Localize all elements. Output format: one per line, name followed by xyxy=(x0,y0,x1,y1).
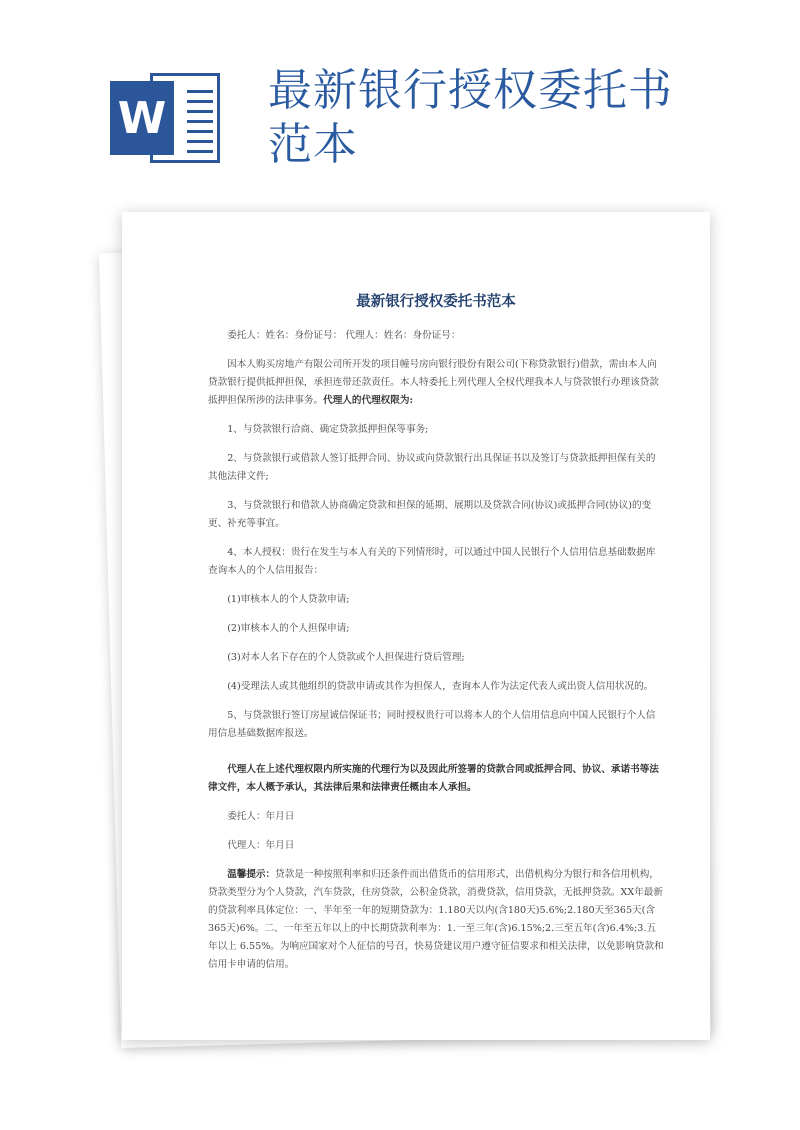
sub-item-2: (2)审核本人的个人担保申请; xyxy=(227,623,350,634)
parties-line: 委托人：姓名：身份证号： 代理人：姓名：身份证号： xyxy=(227,330,461,341)
intro-text: 因本人购买房地产有限公司所开发的项目幢号房向银行股份有限公司(下称贷款银行)借款，需由本人向贷款银行提供抵押担保，承担连带还款责任。本人特委托上列代理人全权代理我本人与贷款银行办理该贷款抵押担保所涉的法律事务。 xyxy=(208,359,659,406)
agent-signature-line: 代理人：年月日 xyxy=(227,840,295,851)
sub-item-4: (4)受理法人或其他组织的贷款申请或其作为担保人，查询本人作为法定代表人或出资人信用状况的。 xyxy=(227,681,654,692)
page-title: 最新银行授权委托书范本 xyxy=(268,65,673,170)
text-line-icon xyxy=(187,150,213,153)
tip-paragraph xyxy=(208,866,664,974)
principal-signature-line: 委托人：年月日 xyxy=(227,811,295,822)
tip-label: 温馨提示： xyxy=(227,869,276,880)
word-letter-badge: W xyxy=(110,81,174,155)
list-item-4: 4、本人授权：贵行在发生与本人有关的下列情形时，可以通过中国人民银行个人信用信息基础数据库查询本人的个人信用报告： xyxy=(208,547,656,576)
text-line-icon xyxy=(187,140,213,143)
list-item-2: 2、与贷款银行或借款人签订抵押合同、协议或向贷款银行出具保证书以及签订与贷款抵押担保有关的其他法律文件; xyxy=(208,453,656,482)
intro-paragraph xyxy=(208,356,664,410)
document-heading: 最新银行授权委托书范本 xyxy=(356,294,516,310)
sub-item-1: (1)审核本人的个人贷款申请; xyxy=(227,594,350,605)
text-line-icon xyxy=(187,110,213,113)
sub-item-3: (3)对本人名下存在的个人贷款或个人担保进行贷后管理; xyxy=(227,652,465,663)
text-line-icon xyxy=(187,100,213,103)
liability-statement: 代理人在上述代理权限内所实施的代理行为以及因此所签署的贷款合同或抵押合同、协议、承诺书等法律文件，本人概予承认，其法律后果和法律责任概由本人承担。 xyxy=(208,764,659,793)
tip-text: 贷款是一种按照利率和归还条件而出借货币的信用形式，出借机构分为银行和各信用机构，贷款类型分为个人贷款，汽车贷款，住房贷款，公积金贷款，消费贷款，信用贷款，无抵押贷款。XX年最新的贷款利率具体定位：一、半年至一年的短期贷款为：1.180天以内(含180天)5.6%;2.180天至365天(含365天)6%。二、一年至五年以上的中长期贷款利率为：1.一至三年(含)6.15%;2.三至五年(含)6.4%;3.五年以上 6.55%。为响应国家对个人征信的号召，快易贷建议用户遵守征信要求和相关法律，以免影响贷款和信用卡申请的信用。 xyxy=(208,869,664,970)
word-document-icon xyxy=(110,73,220,163)
document-page xyxy=(122,212,710,1040)
intro-bold-text: 代理人的代理权限为: xyxy=(323,395,414,406)
text-line-icon xyxy=(187,90,213,93)
list-item-5: 5、与贷款银行签订房屋诚信保证书；同时授权贵行可以将本人的个人信用信息向中国人民银行个人信用信息基础数据库报送。 xyxy=(208,710,656,739)
list-item-1: 1、与贷款银行洽商、确定贷款抵押担保等事务; xyxy=(227,424,429,435)
list-item-3: 3、与贷款银行和借款人协商确定贷款和担保的延期、展期以及贷款合同(协议)或抵押合同(协议)的变更、补充等事宜。 xyxy=(208,500,652,529)
document-body xyxy=(208,327,664,974)
text-line-icon xyxy=(187,130,213,133)
text-line-icon xyxy=(187,120,213,123)
